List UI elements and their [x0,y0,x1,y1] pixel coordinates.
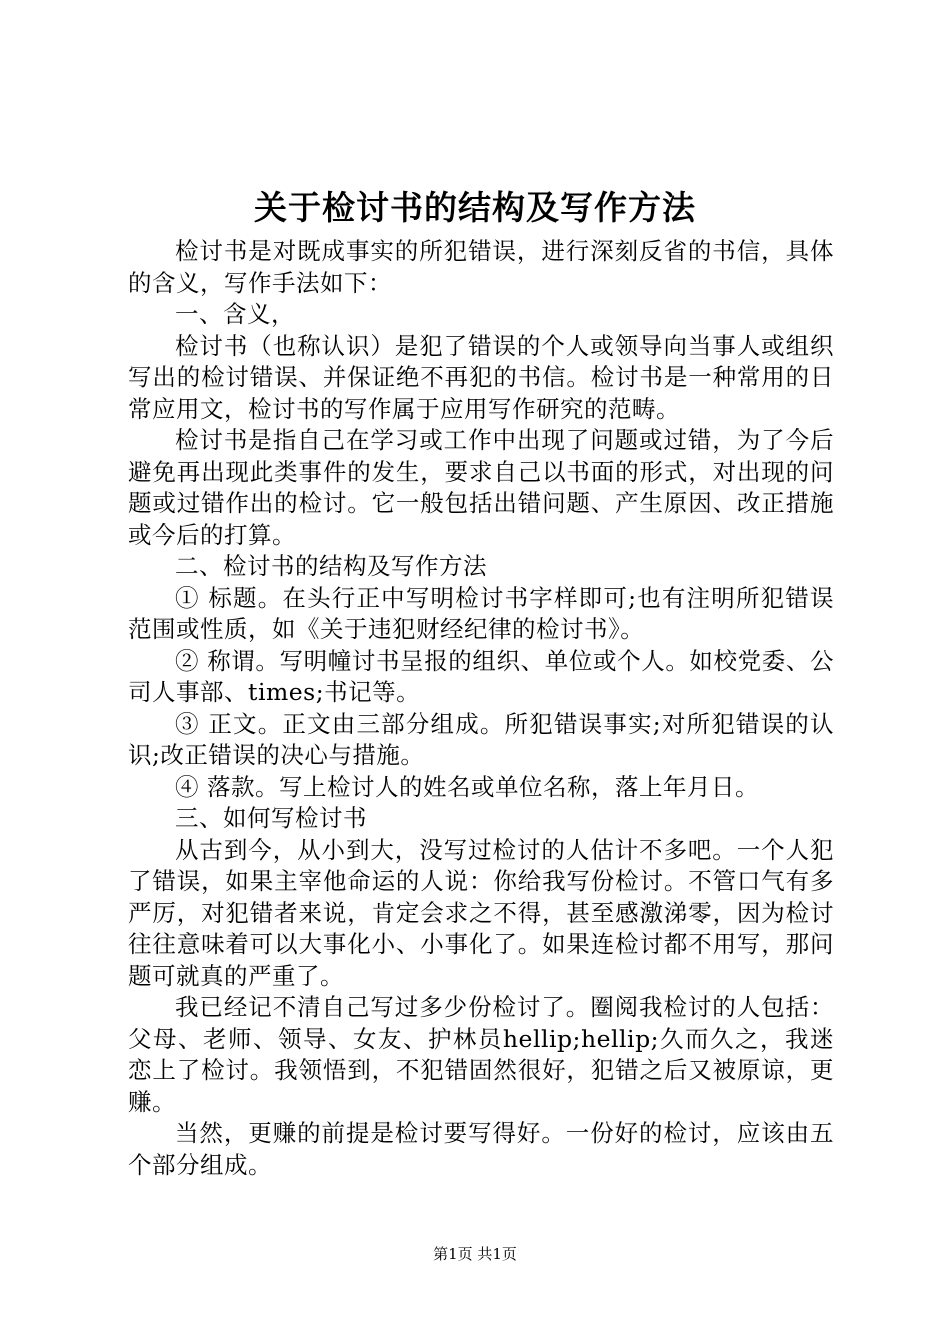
paragraph: 检讨书（也称认识）是犯了错误的个人或领导向当事人或组织写出的检讨错误、并保证绝不再犯的书信。检讨书是一种常用的日常应用文，检讨书的写作属于应用写作研究的范畴。 [128,331,834,423]
list-item: ④ 落款。写上检讨人的姓名或单位名称，落上年月日。 [175,772,759,801]
paragraph: 我已经记不清自己写过多少份检讨了。圈阅我检讨的人包括：父母、老师、领导、女友、护林员hellip;hellip;久而久之，我迷恋上了检讨。我领悟到，不犯错固然很好，犯错之后又被原谅，更赚。 [128,993,834,1116]
list-item: ① 标题。在头行正中写明检讨书字样即可;也有注明所犯错误范围或性质，如《关于违犯财经纪律的检讨书》。 [128,583,834,643]
document-body [128,236,834,1181]
section-heading: 三、如何写检讨书 [175,804,367,832]
page-footer: 第1页 共1页 [433,1245,517,1263]
section-heading: 二、检讨书的结构及写作方法 [175,552,487,580]
paragraph: 检讨书是指自己在学习或工作中出现了问题或过错，为了今后避免再出现此类事件的发生，要求自己以书面的形式，对出现的问题或过错作出的检讨。它一般包括出错问题、产生原因、改正措施或今后的打算。 [128,426,834,549]
list-item: ③ 正文。正文由三部分组成。所犯错误事实;对所犯错误的认识;改正错误的决心与措施。 [128,709,834,769]
list-item: ② 称谓。写明幢讨书呈报的组织、单位或个人。如校党委、公司人事部、times;书记等。 [128,646,834,706]
paragraph: 从古到今，从小到大，没写过检讨的人估计不多吧。一个人犯了错误，如果主宰他命运的人说：你给我写份检讨。不管口气有多严厉，对犯错者来说，肯定会求之不得，甚至感激涕零，因为检讨往往意味着可以大事化小、小事化了。如果连检讨都不用写，那问题可就真的严重了。 [128,835,834,990]
document-title: 关于检讨书的结构及写作方法 [254,188,696,227]
section-heading: 一、含义， [175,300,295,328]
paragraph: 当然，更赚的前提是检讨要写得好。一份好的检讨，应该由五个部分组成。 [128,1119,834,1179]
paragraph: 检讨书是对既成事实的所犯错误，进行深刻反省的书信，具体的含义，写作手法如下： [128,237,834,297]
